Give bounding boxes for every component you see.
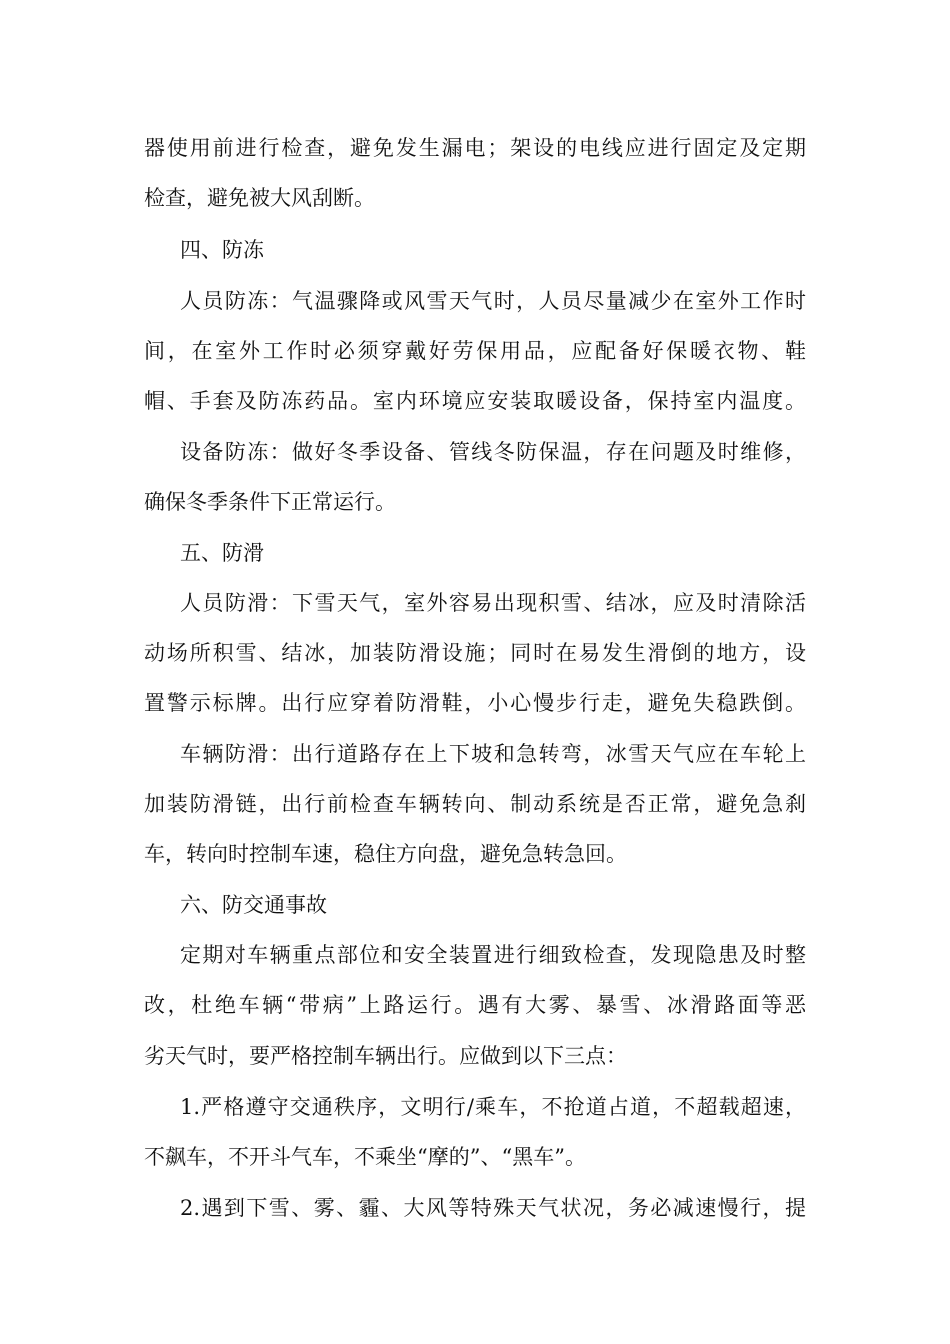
body-line: 车辆防滑：出行道路存在上下坡和急转弯，冰雪天气应在车轮上 [180, 742, 806, 766]
body-line: 间，在室外工作时必须穿戴好劳保用品，应配备好保暖衣物、鞋 [144, 339, 806, 363]
body-line: 改，杜绝车辆“带病”上路运行。遇有大雾、暴雪、冰滑路面等恶 [144, 993, 806, 1017]
body-line: 动场所积雪、结冰，加装防滑设施；同时在易发生滑倒的地方，设 [144, 641, 806, 665]
body-line: 确保冬季条件下正常运行。 [144, 490, 396, 514]
body-line: 劣天气时，要严格控制车辆出行。应做到以下三点： [144, 1044, 627, 1068]
body-line: 车，转向时控制车速，稳住方向盘，避免急转急回。 [144, 842, 627, 866]
body-line: 帽、手套及防冻药品。室内环境应安装取暖设备，保持室内温度。 [144, 389, 806, 413]
section-heading: 四、防冻 [180, 238, 264, 262]
body-line: 人员防冻：气温骤降或风雪天气时，人员尽量减少在室外工作时 [180, 289, 806, 313]
list-item: 1.严格遵守交通秩序，文明行/乘车，不抢道占道，不超载超速， [180, 1095, 806, 1119]
body-line: 不飙车，不开斗气车，不乘坐“摩的”、“黑车”。 [144, 1145, 586, 1169]
body-line: 定期对车辆重点部位和安全装置进行细致检查，发现隐患及时整 [180, 943, 806, 967]
body-line: 置警示标牌。出行应穿着防滑鞋，小心慢步行走，避免失稳跌倒。 [144, 691, 806, 715]
body-line: 人员防滑：下雪天气，室外容易出现积雪、结冰，应及时清除活 [180, 591, 806, 615]
list-item: 2.遇到下雪、雾、霾、大风等特殊天气状况，务必减速慢行，提 [180, 1196, 806, 1220]
body-line: 器使用前进行检查，避免发生漏电；架设的电线应进行固定及定期 [144, 136, 806, 160]
section-heading: 五、防滑 [180, 541, 264, 565]
body-line: 加装防滑链，出行前检查车辆转向、制动系统是否正常，避免急刹 [144, 792, 806, 816]
body-line: 设备防冻：做好冬季设备、管线冬防保温，存在问题及时维修， [180, 440, 806, 464]
section-heading: 六、防交通事故 [180, 893, 327, 917]
body-line: 检查，避免被大风刮断。 [144, 186, 375, 210]
